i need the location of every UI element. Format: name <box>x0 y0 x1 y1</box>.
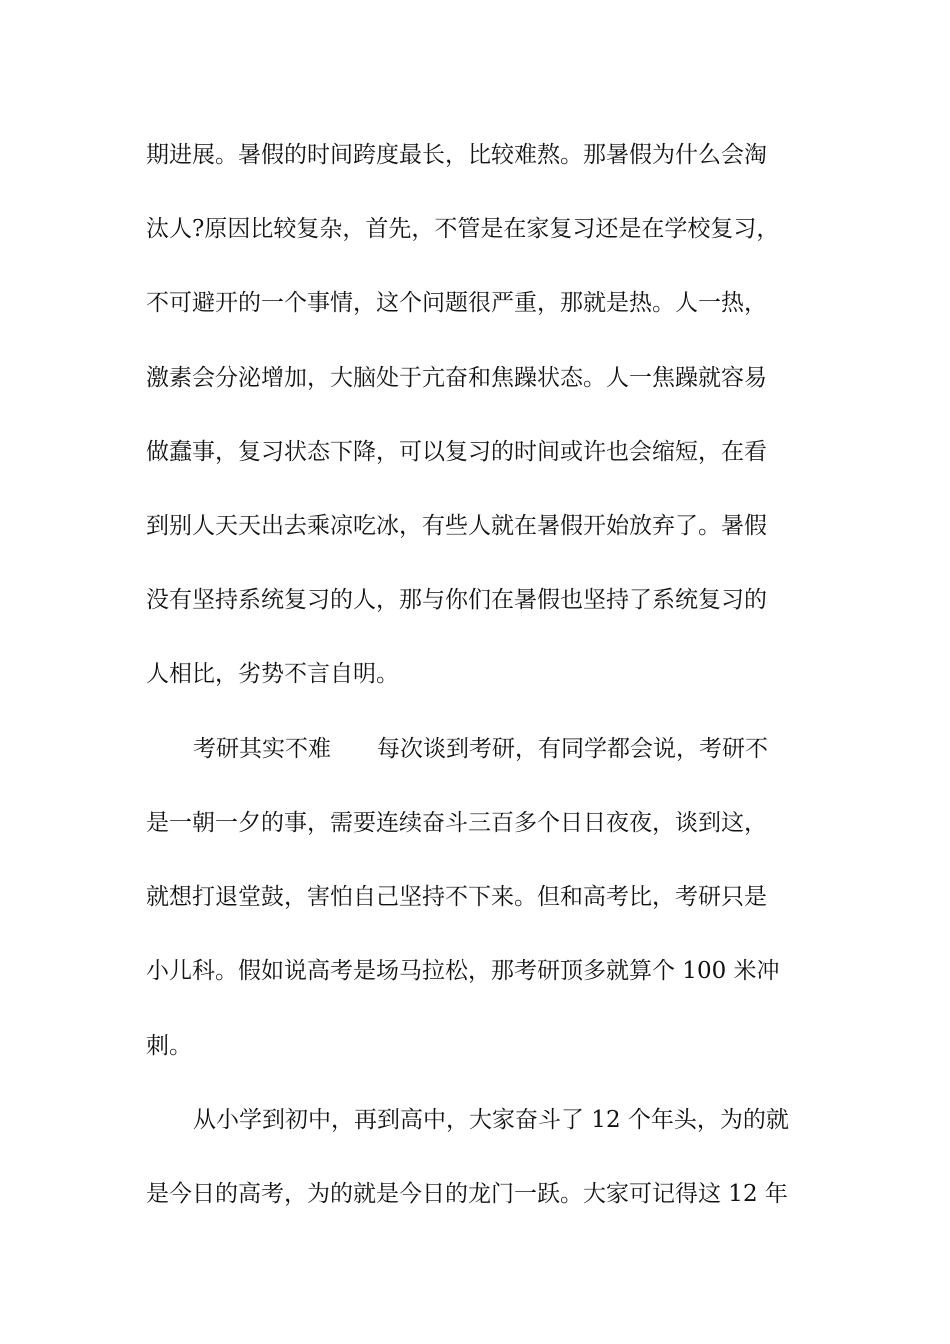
text-line: 刺。 <box>146 1033 192 1059</box>
text-line: 是一朝一夕的事，需要连续奋斗三百多个日日夜夜，谈到这， <box>146 810 767 836</box>
text-line: 就想打退堂鼓，害怕自己坚持不下来。但和高考比，考研只是 <box>146 884 767 910</box>
text-line: 人相比，劣势不言自明。 <box>146 661 399 687</box>
text-line: 做蠢事，复习状态下降，可以复习的时间或许也会缩短，在看 <box>146 439 767 465</box>
text-line: 不可避开的一个事情，这个问题很严重，那就是热。人一热， <box>146 290 767 316</box>
text-line: 是今日的高考，为的就是今日的龙门一跃。大家可记得这 12 年 <box>146 1181 788 1207</box>
text-line: 汰人?原因比较复杂，首先，不管是在家复习还是在学校复习， <box>146 216 780 242</box>
text-line: 小儿科。假如说高考是场马拉松，那考研顶多就算个 100 米冲 <box>146 958 780 984</box>
text-line: 激素会分泌增加，大脑处于亢奋和焦躁状态。人一焦躁就容易 <box>146 365 767 391</box>
text-line: 到别人天天出去乘凉吃冰，有些人就在暑假开始放弃了。暑假 <box>146 513 767 539</box>
text-line: 期进展。暑假的时间跨度最长，比较难熬。那暑假为什么会淘 <box>146 142 767 168</box>
text-line: 从小学到初中，再到高中，大家奋斗了 12 个年头，为的就 <box>193 1107 789 1133</box>
text-line: 考研其实不难 每次谈到考研，有同学都会说，考研不 <box>193 736 768 762</box>
text-line: 没有坚持系统复习的人，那与你们在暑假也坚持了系统复习的 <box>146 587 767 613</box>
